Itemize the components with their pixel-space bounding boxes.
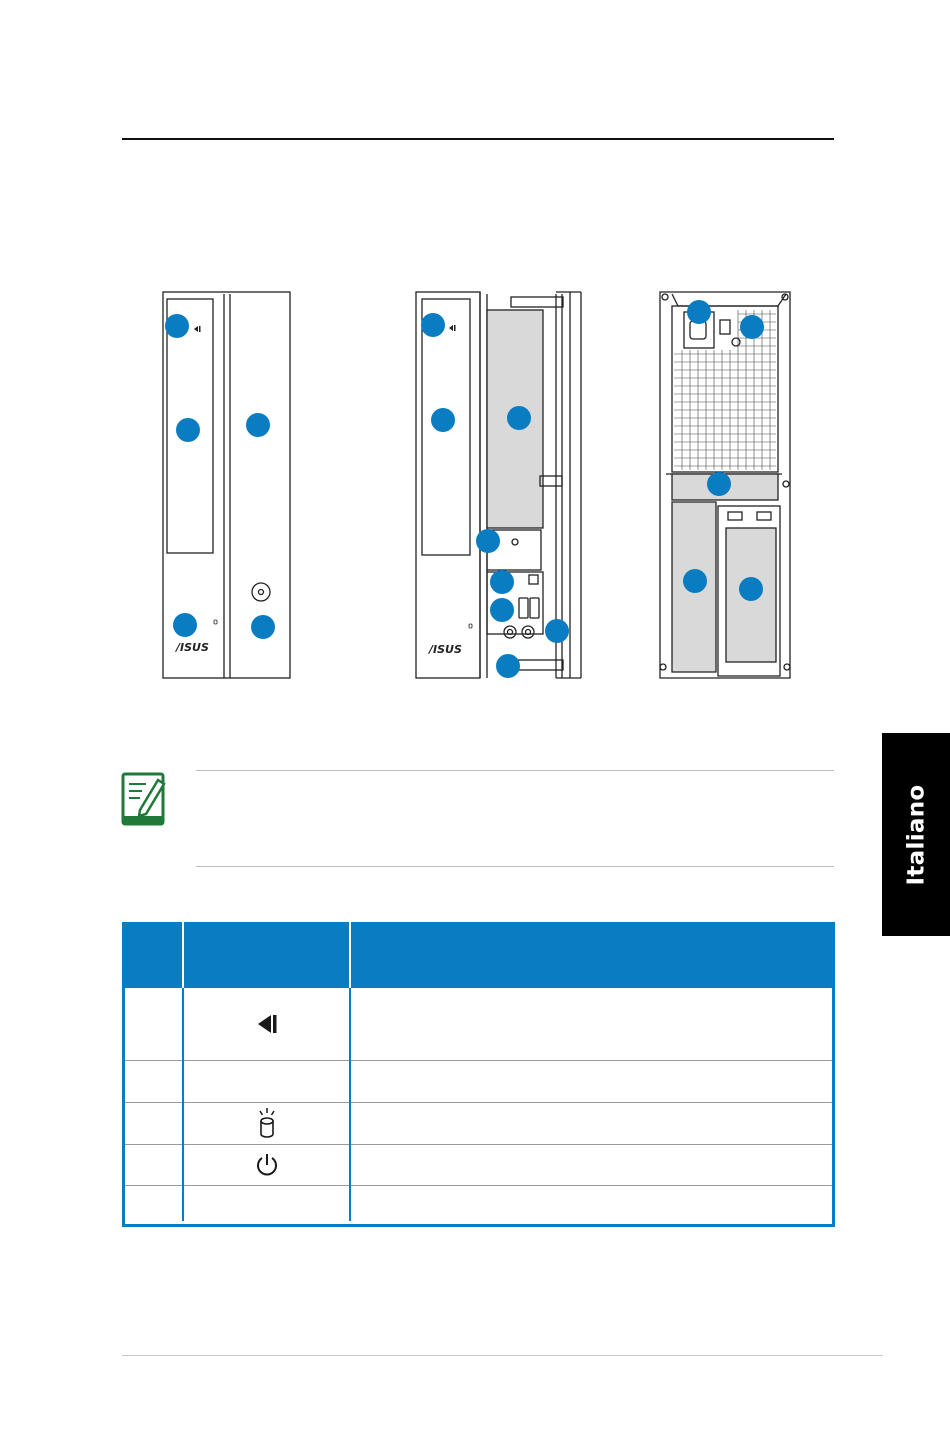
marker (165, 314, 189, 338)
row-icon-cell (183, 1144, 350, 1185)
marker (545, 619, 569, 643)
marker (251, 615, 275, 639)
row-number-cell (125, 1102, 183, 1144)
desktop-diagram (0, 280, 950, 690)
led-table (122, 922, 835, 1227)
marker (507, 406, 531, 430)
power-icon (255, 1152, 279, 1178)
language-tab-label: Italiano (903, 784, 929, 885)
marker (246, 413, 270, 437)
note-pencil-icon (120, 770, 168, 828)
marker (739, 577, 763, 601)
svg-text:/ISUS: /ISUS (429, 643, 462, 656)
marker (496, 654, 520, 678)
door-eject-icon (449, 325, 456, 331)
table-row (125, 988, 832, 1060)
marker (431, 408, 455, 432)
footer-rule (122, 1355, 883, 1356)
table-row (125, 1144, 832, 1185)
row-icon-cell (183, 1102, 350, 1144)
marker (173, 613, 197, 637)
table-row (125, 1102, 832, 1144)
marker (683, 569, 707, 593)
note-rule-top (196, 770, 834, 771)
top-rule (122, 138, 834, 140)
marker (490, 598, 514, 622)
row-description-cell (350, 988, 832, 1060)
row-number-cell (125, 1185, 183, 1221)
row-icon-cell (183, 1060, 350, 1102)
note-rule-bottom (196, 866, 834, 867)
table-header (125, 922, 832, 988)
marker (476, 529, 500, 553)
marker (176, 418, 200, 442)
header-cell (125, 922, 183, 988)
row-number-cell (125, 1144, 183, 1185)
row-description-cell (350, 1144, 832, 1185)
eject-icon (194, 326, 201, 332)
table-row (125, 1185, 832, 1221)
marker (490, 570, 514, 594)
row-description-cell (350, 1060, 832, 1102)
marker (421, 313, 445, 337)
marker (740, 315, 764, 339)
language-tab (882, 733, 950, 936)
eject-icon (255, 1014, 279, 1034)
door-hdd-led-icon (469, 624, 472, 628)
row-description-cell (350, 1185, 832, 1221)
header-cell (183, 922, 350, 988)
row-icon-cell (183, 1185, 350, 1221)
table-row (125, 1060, 832, 1102)
row-icon-cell (183, 988, 350, 1060)
header-cell (350, 922, 832, 988)
row-description-cell (350, 1102, 832, 1144)
hdd-led-icon (257, 1107, 277, 1139)
row-number-cell (125, 988, 183, 1060)
row-number-cell (125, 1060, 183, 1102)
hdd-led-icon (214, 620, 217, 624)
svg-text:/ISUS: /ISUS (176, 641, 209, 654)
door-asus-logo (427, 643, 462, 656)
marker (707, 472, 731, 496)
asus-logo (174, 641, 209, 654)
marker (687, 300, 711, 324)
